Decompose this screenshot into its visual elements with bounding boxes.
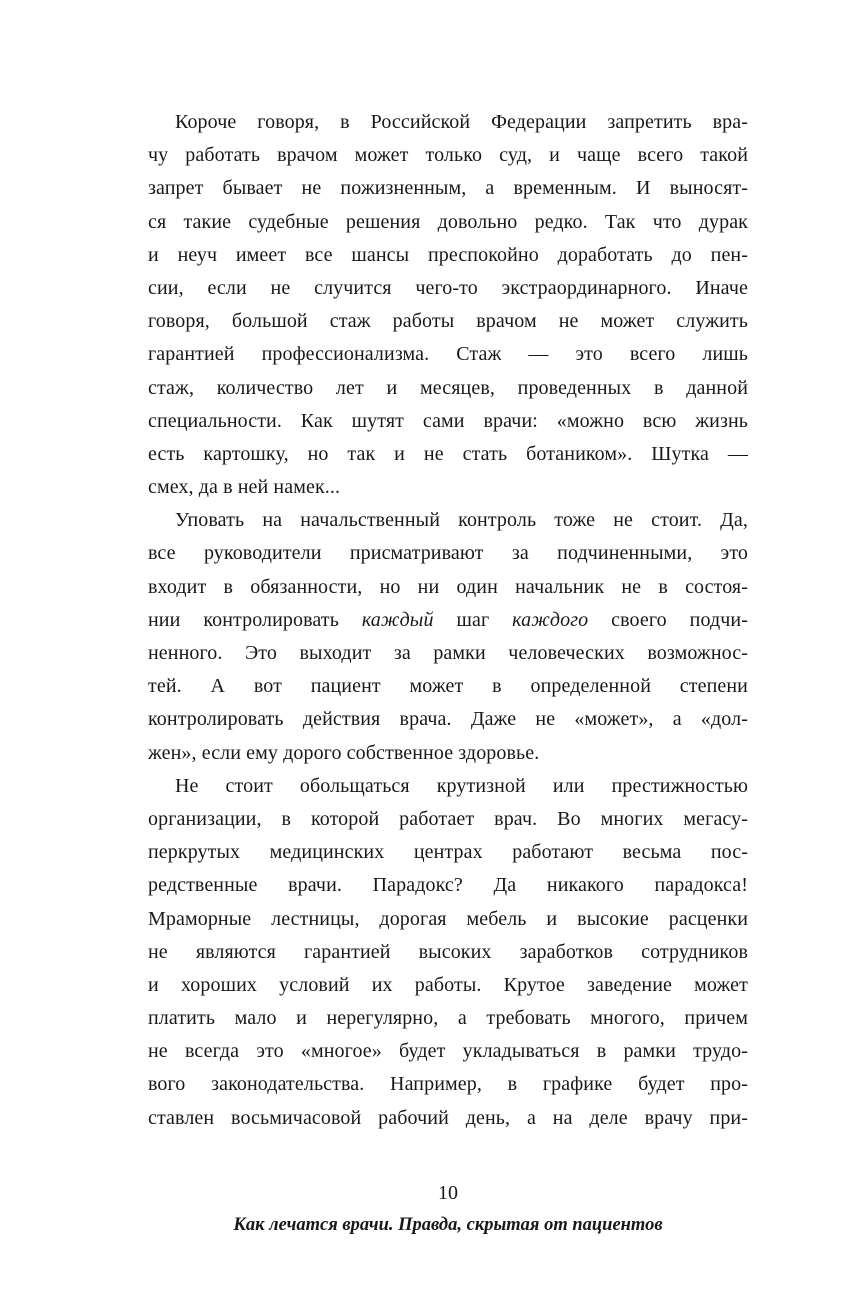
text-line: ся такие судебные решения довольно редко. Так что дурак — [148, 210, 748, 233]
text-line: все руководители присматривают за подчиненными, это — [148, 542, 748, 565]
text-line: организации, в которой работает врач. Во многих мегасу- — [148, 807, 748, 830]
paragraph — [148, 504, 748, 770]
text-line: не всегда это «многое» будет укладываться в рамки трудо- — [148, 1040, 748, 1063]
text-line: запрет бывает не пожизненным, а временным. И выносят- — [148, 177, 748, 200]
text-line: говоря, большой стаж работы врачом не может служить — [148, 310, 748, 333]
text-line: смех, да в ней намек... — [148, 476, 341, 499]
text-line: Короче говоря, в Российской Федерации запретить вра- — [175, 111, 748, 133]
text-block — [148, 106, 748, 1135]
text-line: ставлен восьмичасовой рабочий день, а на деле врачу при- — [148, 1106, 748, 1129]
text-line: вого законодательства. Например, в графике будет про- — [148, 1073, 748, 1096]
text-line: тей. А вот пациент может в определенной степени — [148, 675, 748, 698]
text-line: гарантией профессионализма. Стаж — это всего лишь — [148, 343, 748, 366]
text-line: специальности. Как шутят сами врачи: «можно всю жизнь — [148, 409, 748, 432]
text-line: Не стоит обольщаться крутизной или престижностью — [175, 774, 748, 797]
text-line: нии контролировать каждый шаг каждого своего подчи- — [148, 608, 748, 631]
text-line: ненного. Это выходит за рамки человеческих возможнос- — [148, 642, 748, 664]
text-line: чу работать врачом может только суд, и чаще всего такой — [148, 144, 748, 167]
text-line: не являются гарантией высоких заработков сотрудников — [148, 940, 748, 963]
text-line: перкрутых медицинских центрах работают весьма пос- — [148, 841, 748, 864]
text-line: редственные врачи. Парадокс? Да никакого парадокса! — [148, 874, 748, 897]
text-line: жен», если ему дорого собственное здоровье. — [148, 741, 540, 764]
text-line: сии, если не случится чего-то экстраординарного. Иначе — [148, 276, 748, 299]
text-line: и неуч имеет все шансы преспокойно доработать до пен- — [148, 243, 748, 266]
text-line: Мраморные лестницы, дорогая мебель и высокие расценки — [148, 907, 748, 930]
paragraph — [148, 106, 748, 504]
text-line: стаж, количество лет и месяцев, проведенных в данной — [148, 376, 748, 399]
page-number: 10 — [438, 1182, 458, 1204]
text-line: и хороших условий их работы. Крутое заведение может — [148, 973, 748, 996]
text-line: входит в обязанности, но ни один начальник не в состоя- — [148, 575, 748, 598]
text-line: Уповать на начальственный контроль тоже не стоит. Да, — [175, 509, 748, 532]
running-title: Как лечатся врачи. Правда, скрытая от пациентов — [233, 1215, 663, 1235]
text-line: контролировать действия врача. Даже не «может», а «дол- — [148, 708, 748, 731]
text-line: платить мало и нерегулярно, а требовать многого, причем — [148, 1007, 748, 1030]
text-line: есть картошку, но так и не стать ботаником». Шутка — — [148, 442, 748, 465]
paragraph — [148, 770, 748, 1135]
